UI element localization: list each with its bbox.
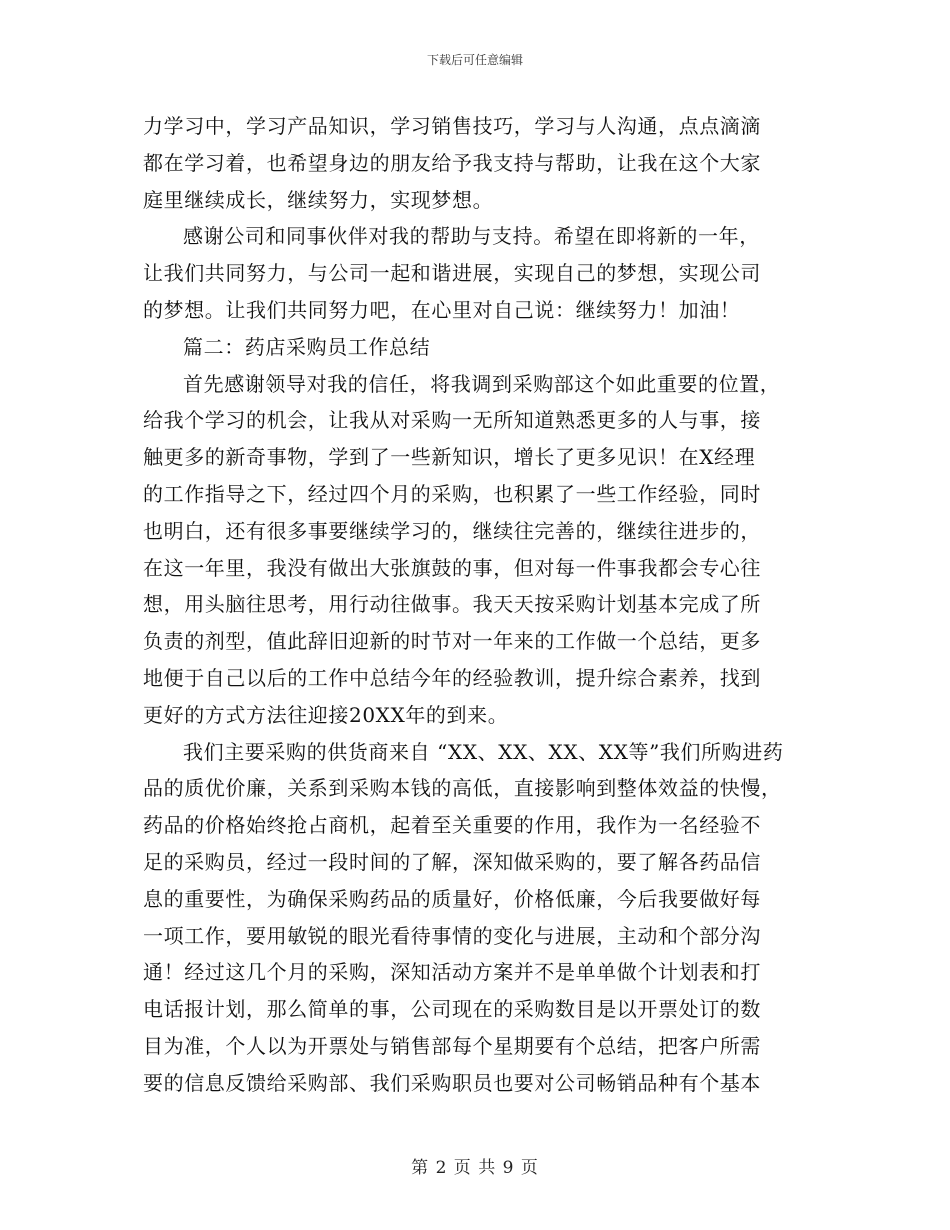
text-line: 也明白，还有很多事要继续学习的，继续往完善的，继续往进步的，	[143, 518, 761, 543]
text-line: 力学习中，学习产品知识，学习销售技巧，学习与人沟通，点点滴滴	[143, 114, 761, 138]
text-line: 让我们共同努力，与公司一起和谐进展，实现自己的梦想，实现公司	[143, 261, 761, 286]
text-line: 我们主要采购的供货商来自 “XX、XX、XX、XX等”我们所购进药	[183, 739, 784, 764]
text-line: 的工作指导之下，经过四个月的采购，也积累了一些工作经验，同时	[143, 481, 761, 506]
text-line: 通！经过这几个月的采购，深知活动方案并不是单单做个计划表和打	[143, 960, 761, 985]
text-line: 目为准，个人以为开票处与销售部每个星期要有个总结，把客户所需	[143, 1033, 761, 1058]
page-header: 下载后可任意编辑	[426, 53, 523, 67]
text-line: 触更多的新奇事物，学到了一些新知识，增长了更多见识！在X经理	[143, 445, 756, 470]
text-line: 一项工作，要用敏锐的眼光看待事情的变化与进展，主动和个部分沟	[143, 923, 761, 948]
text-line: 息的重要性，为确保采购药品的质量好，价格低廉，今后我要做好每	[143, 886, 761, 911]
text-line: 想，用头脑往思考，用行动往做事。我天天按采购计划基本完成了所	[143, 592, 761, 617]
text-line: 电话报计划，那么简单的事，公司现在的采购数目是以开票处订的数	[143, 997, 761, 1022]
text-line: 给我个学习的机会，让我从对采购一无所知道熟悉更多的人与事，接	[143, 408, 761, 433]
text-line: 更好的方式方法往迎接20XX年的到来。	[143, 702, 509, 727]
text-line: 感谢公司和同事伙伴对我的帮助与支持。希望在即将新的一年，	[183, 224, 760, 249]
text-line: 药品的价格始终抢占商机，起着至关重要的作用，我作为一名经验不	[143, 813, 761, 838]
text-line: 要的信息反馈给采购部、我们采购职员也要对公司畅销品种有个基本	[143, 1070, 761, 1095]
text-line: 地便于自己以后的工作中总结今年的经验教训，提升综合素养，找到	[143, 665, 761, 690]
text-line: 负责的剂型，值此辞旧迎新的时节对一年来的工作做一个总结，更多	[143, 629, 761, 654]
document-body	[143, 108, 811, 1102]
text-line: 篇二：药店采购员工作总结	[183, 334, 431, 359]
text-line: 都在学习着，也希望身边的朋友给予我支持与帮助，让我在这个大家	[143, 150, 761, 175]
text-line: 在这一年里，我没有做出大张旗鼓的事，但对每一件事我都会专心往	[143, 555, 761, 580]
text-line: 足的采购员，经过一段时间的了解，深知做采购的，要了解各药品信	[143, 849, 761, 874]
text-line: 首先感谢领导对我的信任，将我调到采购部这个如此重要的位置，	[183, 371, 781, 396]
page-number: 第 2 页 共 9 页	[411, 1158, 539, 1178]
text-line: 的梦想。让我们共同努力吧，在心里对自己说：继续努力！加油！	[143, 297, 741, 322]
text-line: 品的质优价廉，关系到采购本钱的高低，直接影响到整体效益的快慢，	[143, 776, 782, 801]
text-line: 庭里继续成长，继续努力，实现梦想。	[143, 187, 494, 212]
